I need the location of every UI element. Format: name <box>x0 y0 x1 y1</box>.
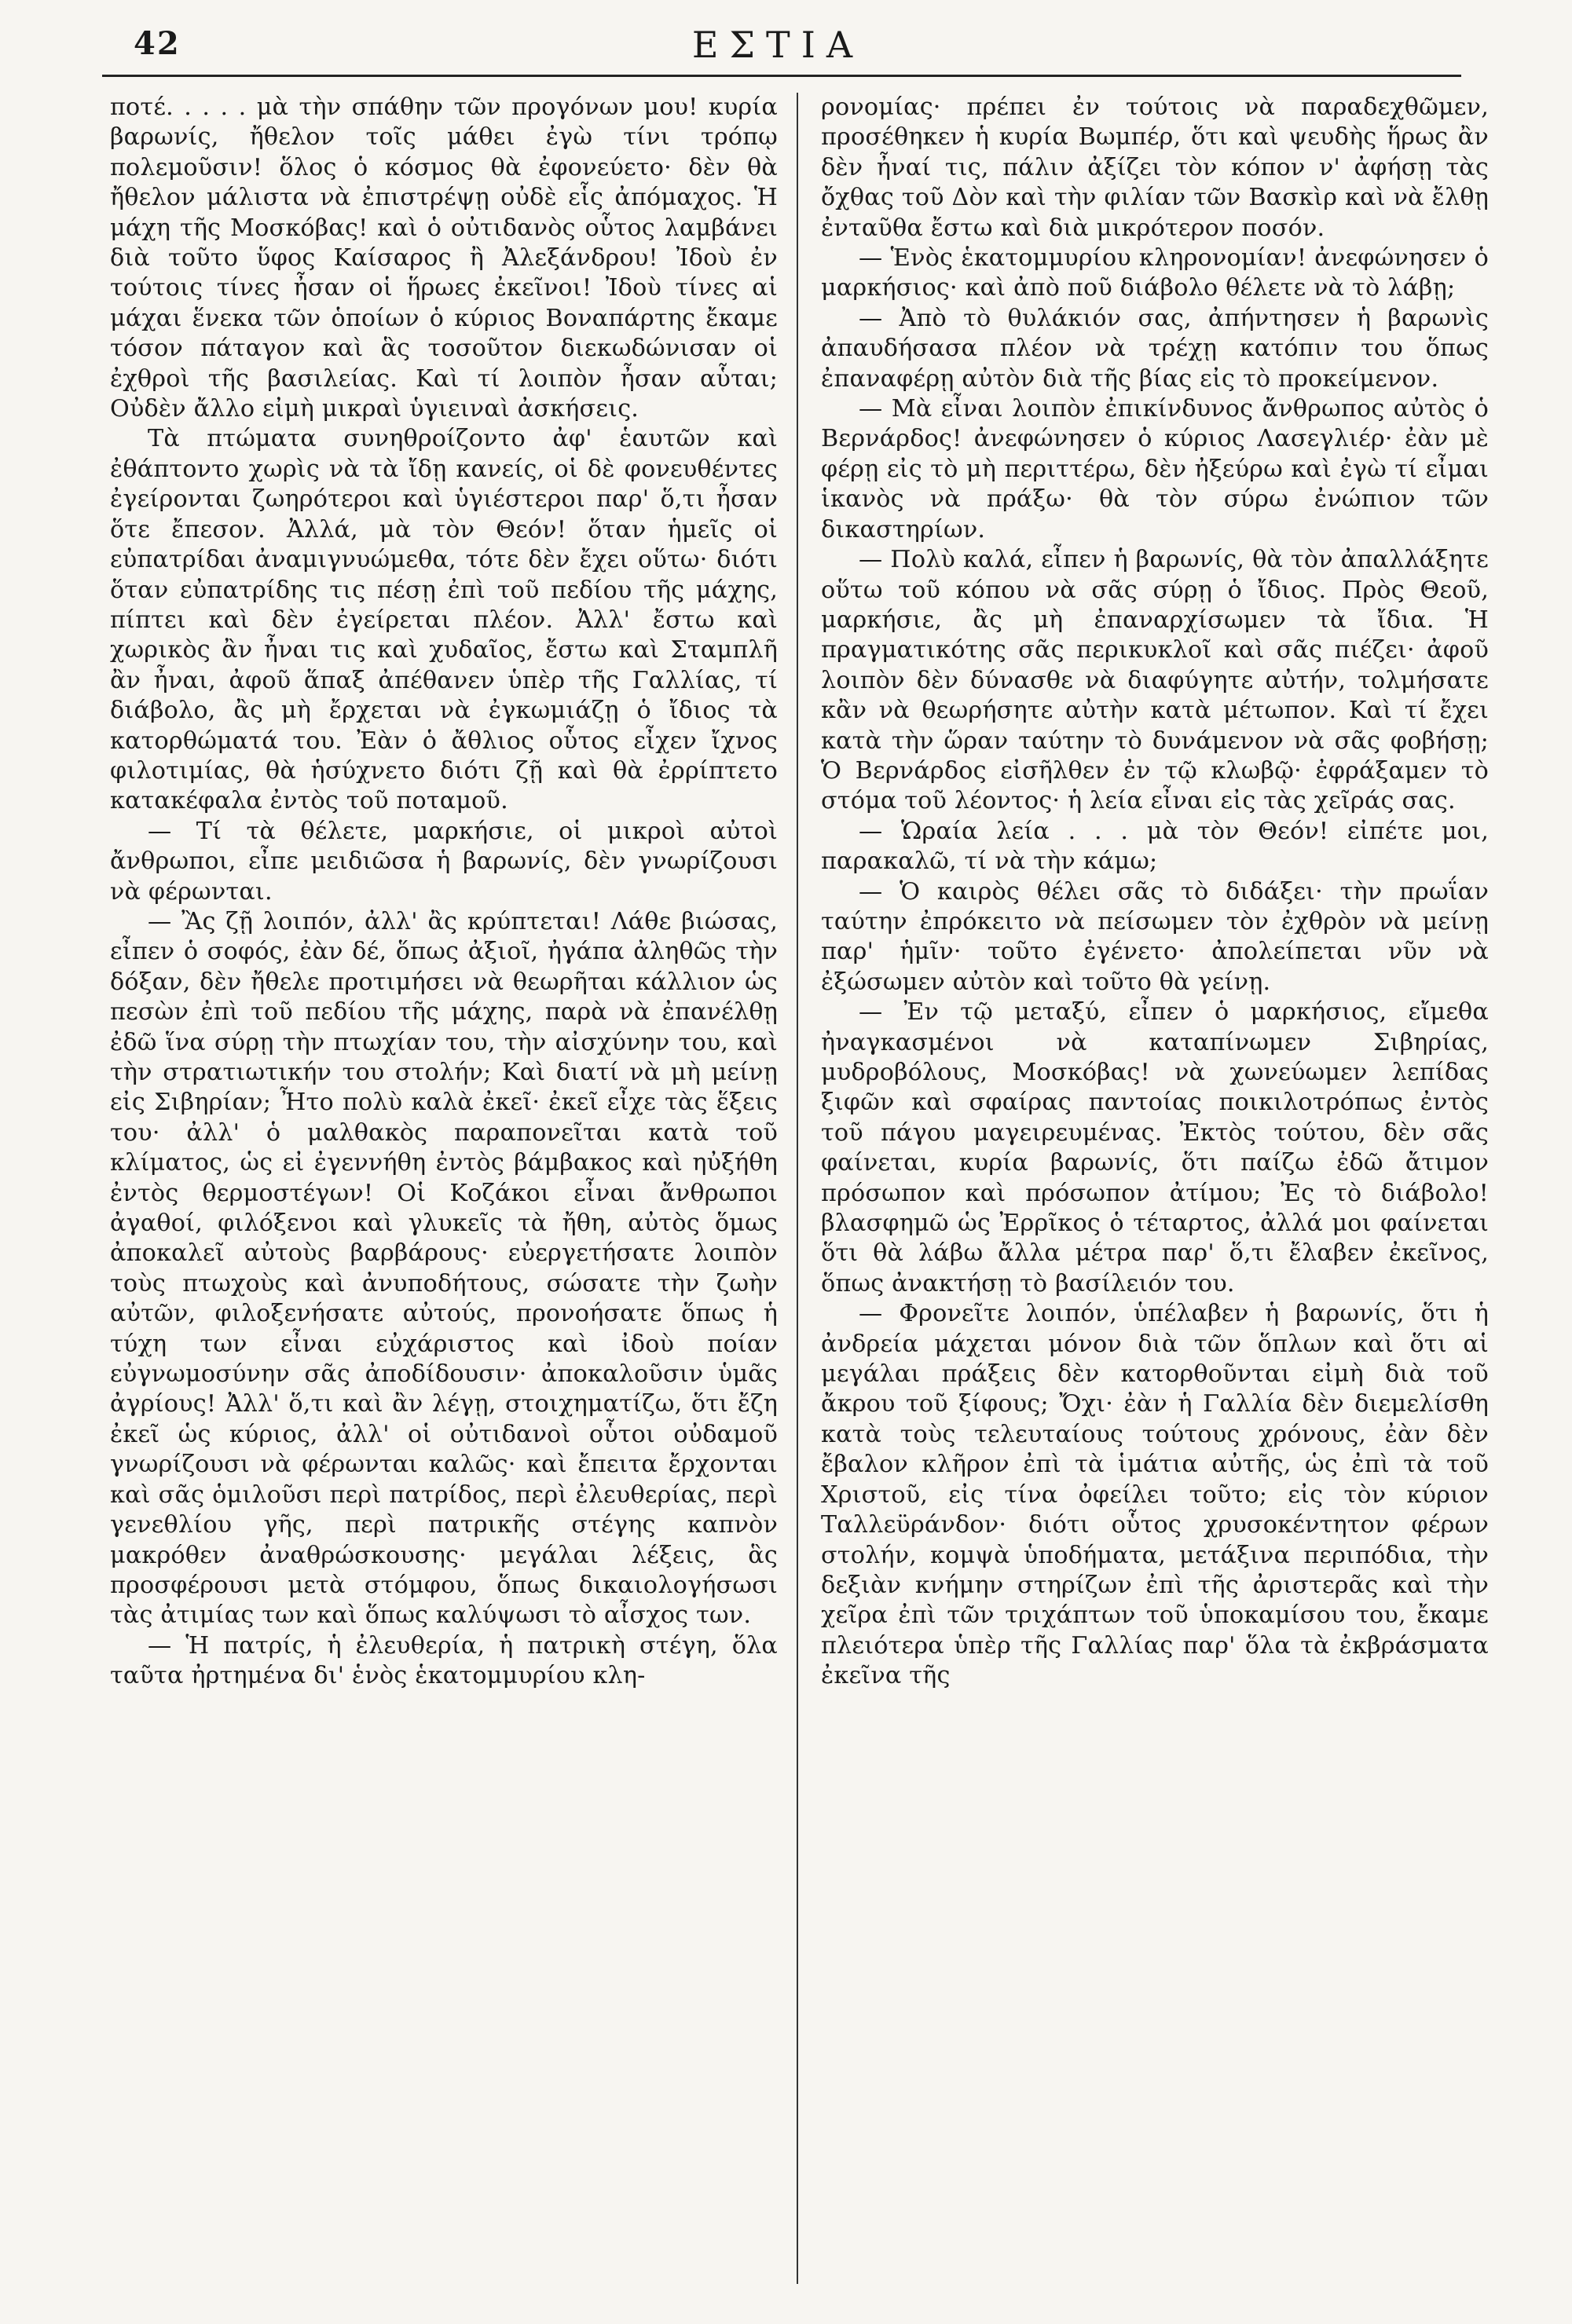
right-column <box>821 93 1489 2292</box>
header-rule <box>102 75 1461 77</box>
paragraph: — Ἂς ζῇ λοιπόν, ἀλλ' ἂς κρύπτεται! Λάθε βιώσας, εἶπεν ὁ σοφός, ἐὰν δέ, ὅπως ἀξιοῖ, ἠγάπα ἀληθῶς τὴν δόξαν, δὲν ἤθελε προτιμήσει νὰ θεωρῆται κάλλιον ὡς πεσὼν ἐπὶ τοῦ πεδίου τῆς μάχης, παρὰ νὰ ἐπανέλθῃ ἐδῶ ἵνα σύρῃ τὴν πτωχίαν του, τὴν αἰσχύνην του, καὶ τὴν στρατιωτικήν του στολήν; Καὶ διατί νὰ μὴ μείνῃ εἰς Σιβηρίαν; Ἦτο πολὺ καλὰ ἐκεῖ· ἐκεῖ εἶχε τὰς ἕξεις του· ἀλλ' ὁ μαλθακὸς παραπονεῖται κατὰ τοῦ κλίματος, ὡς εἰ ἐγεννήθη ἐντὸς βάμβακος καὶ ηὐξήθη ἐντὸς θερμοστέγων! Οἱ Κοζάκοι εἶναι ἄνθρωποι ἀγαθοί, φιλόξενοι καὶ γλυκεῖς τὰ ἤθη, αὐτὸς ὅμως ἀποκαλεῖ αὐτοὺς βαρβάρους· εὐεργετήσατε λοιπὸν τοὺς πτωχοὺς καὶ ἀνυποδήτους, σώσατε τὴν ζωὴν αὐτῶν, φιλοξενήσατε αὐτούς, προνοήσατε ὅπως ἡ τύχη των εἶναι εὐχάριστος καὶ ἰδοὺ ποίαν εὐγνωμοσύνην σᾶς ἀποδίδουσιν· ἀποκαλοῦσιν ὑμᾶς ἀγρίους! Ἀλλ' ὅ,τι καὶ ἂν λέγῃ, στοιχηματίζω, ὅτι ἔζη ἐκεῖ ὡς κύριος, ἀλλ' οἱ οὐτιδανοὶ οὗτοι οὐδαμοῦ γνωρίζουσι νὰ φέρωνται καλῶς· καὶ ἔπειτα ἔρχονται καὶ σᾶς ὁμιλοῦσι περὶ πατρίδος, περὶ ἐλευθερίας, περὶ γενεθλίου γῆς, περὶ πατρικῆς στέγης καπνὸν μακρόθεν ἀναθρώσκουσης· μεγάλαι λέξεις, ἃς προσφέρουσι μετὰ στόμφου, ὅπως δικαιολογήσωσι τὰς ἀτιμίας των καὶ ὅπως καλύψωσι τὸ αἶσχος των. <box>110 907 778 1630</box>
paragraph: — Ἡ πατρίς, ἡ ἐλευθερία, ἡ πατρικὴ στέγη, ὅλα ταῦτα ἠρτημένα δι' ἑνὸς ἑκατομμυρίου κλη- <box>110 1631 778 1690</box>
paragraph: — Ἐν τῷ μεταξύ, εἶπεν ὁ μαρκήσιος, εἴμεθα ἠναγκασμένοι νὰ καταπίνωμεν Σιβηρίας, μυδροβόλους, Μοσκόβας! νὰ χωνεύωμεν λεπίδας ξιφῶν καὶ σφαίρας παντοίας ποικιλοτρόπως ἐντὸς τοῦ πάγου μαγειρευμένας. Ἐκτὸς τούτου, δὲν σᾶς φαίνεται, κυρία βαρωνίς, ὅτι παίζω ἐδῶ ἄτιμον πρόσωπον καὶ πρόσωπον ἀτίμου; Ἐς τὸ διάβολο! βλασφημῶ ὡς Ἐρρῖκος ὁ τέταρτος, ἀλλά μοι φαίνεται ὅτι θὰ λάβω ἄλλα μέτρα παρ' ὅ,τι ἔλαβεν ἐκεῖνος, ὅπως ἀνακτήσῃ τὸ βασίλειόν του. <box>821 998 1489 1297</box>
paragraph: — Πολὺ καλά, εἶπεν ἡ βαρωνίς, θὰ τὸν ἀπαλλάξητε οὕτω τοῦ κόπου νὰ σᾶς σύρῃ ὁ ἴδιος. Πρὸς Θεοῦ, μαρκήσιε, ἂς μὴ ἐπαναρχίσωμεν τὰ ἴδια. Ἡ πραγματικότης σᾶς περικυκλοῖ καὶ σᾶς πιέζει· ἀφοῦ λοιπὸν δὲν δύνασθε νὰ διαφύγητε αὐτήν, τολμήσατε κἂν νὰ θεωρήσητε αὐτὴν κατὰ μέτωπον. Καὶ τί ἔχει κατὰ τὴν ὥραν ταύτην τὸ δυνάμενον νὰ σᾶς φοβήσῃ; Ὁ Βερνάρδος εἰσῆλθεν ἐν τῷ κλωβῷ· ἐφράξαμεν τὸ στόμα τοῦ λέοντος· ἡ λεία εἶναι εἰς τὰς χεῖράς σας. <box>821 546 1489 815</box>
paragraph: ποτέ. . . . . μὰ τὴν σπάθην τῶν προγόνων μου! κυρία βαρωνίς, ἤθελον τοῖς μάθει ἐγὼ τίνι τρόπῳ πολεμοῦσιν! ὅλος ὁ κόσμος θὰ ἐφονεύετο· δὲν θὰ ἤθελον μάλιστα νὰ ἐπιστρέψῃ οὐδὲ εἷς ἀπόμαχος. Ἡ μάχη τῆς Μοσκόβας! καὶ ὁ οὐτιδανὸς οὗτος λαμβάνει διὰ τοῦτο ὕφος Καίσαρος ἢ Ἀλεξάνδρου! Ἰδοὺ ἐν τούτοις τίνες ἦσαν οἱ ἥρωες ἐκεῖνοι! Ἰδοὺ τίνες αἱ μάχαι ἕνεκα τῶν ὁποίων ὁ κύριος Βοναπάρτης ἔκαμε τόσον πάταγον καὶ ἃς τοσοῦτον διεκωδώνισαν οἱ ἐχθροὶ τῆς βασιλείας. Καὶ τί λοιπὸν ἦσαν αὗται; Οὐδὲν ἄλλο εἰμὴ μικραὶ ὑγιειναὶ ἀσκήσεις. <box>110 93 778 423</box>
left-column <box>110 93 778 2292</box>
paragraph: — Ὁ καιρὸς θέλει σᾶς τὸ διδάξει· τὴν πρωΐαν ταύτην ἐπρόκειτο νὰ πείσωμεν τὸν ἐχθρὸν νὰ μείνῃ παρ' ἡμῖν· τοῦτο ἐγένετο· ἀπολείπεται νῦν νὰ ἐξώσωμεν αὐτὸν καὶ τοῦτο θὰ γείνῃ. <box>821 877 1489 996</box>
page-header <box>102 17 1453 80</box>
page-number: 42 <box>134 25 181 62</box>
running-title: ΕΣΤΙΑ <box>691 24 864 66</box>
paragraph: — Φρονεῖτε λοιπόν, ὑπέλαβεν ἡ βαρωνίς, ὅτι ἡ ἀνδρεία μάχεται μόνον διὰ τῶν ὅπλων καὶ ὅτι αἱ μεγάλαι πράξεις δὲν κατορθοῦνται εἰμὴ διὰ τοῦ ἄκρου τοῦ ξίφους; Ὄχι· ἐὰν ἡ Γαλλία δὲν διεμελίσθη κατὰ τοὺς τελευταίους τούτους χρόνους, ἐὰν δὲν ἔβαλον κλῆρον ἐπὶ τὰ ἱμάτια αὐτῆς, ὡς ἐπὶ τὰ τοῦ Χριστοῦ, εἰς τίνα ὀφείλει τοῦτο; εἰς τὸν κύριον Ταλλεϋράνδον· διότι οὗτος χρυσοκέντητον φέρων στολήν, κομψὰ ὑποδήματα, μετάξινα περιπόδια, τὴν δεξιὰν κνήμην στηρίζων ἐπὶ τῆς ἀριστερᾶς καὶ τὴν χεῖρα ἐπὶ τῶν τριχάπτων τοῦ ὑποκαμίσου του, ἔκαμε πλειότερα ὑπὲρ τῆς Γαλλίας παρ' ὅλα τὰ ἐκβράσματα ἐκεῖνα τῆς <box>821 1300 1489 1690</box>
paragraph: — Ἀπὸ τὸ θυλάκιόν σας, ἀπήντησεν ἡ βαρωνὶς ἀπαυδήσασα πλέον νὰ τρέχῃ κατόπιν του ὅπως ἐπαναφέρῃ αὐτὸν διὰ τῆς βίας εἰς τὸ προκείμενον. <box>821 304 1489 393</box>
column-rule <box>797 93 798 2284</box>
paragraph: — Τί τὰ θέλετε, μαρκήσιε, οἱ μικροὶ αὐτοὶ ἄνθρωποι, εἶπε μειδιῶσα ἡ βαρωνίς, δὲν γνωρίζουσι νὰ φέρωνται. <box>110 817 778 906</box>
paragraph: — Ἑνὸς ἑκατομμυρίου κληρονομίαν! ἀνεφώνησεν ὁ μαρκήσιος· καὶ ἀπὸ ποῦ διάβολο θέλετε νὰ τὸ λάβῃ; <box>821 244 1489 302</box>
paragraph: — Ὡραία λεία . . . μὰ τὸν Θεόν! εἰπέτε μοι, παρακαλῶ, τί νὰ τὴν κάμω; <box>821 817 1489 876</box>
paragraph: Τὰ πτώματα συνηθροίζοντο ἀφ' ἑαυτῶν καὶ ἐθάπτοντο χωρὶς νὰ τὰ ἴδῃ κανείς, οἱ δὲ φονευθέντες ἐγείρονται ζωηρότεροι καὶ ὑγιέστεροι παρ' ὅ,τι ἦσαν ὅτε ἔπεσον. Ἀλλά, μὰ τὸν Θεόν! ὅταν ἡμεῖς οἱ εὐπατρίδαι ἀναμιγνυώμεθα, τότε δὲν ἔχει οὕτω· διότι ὅταν εὐπατρίδης τις πέσῃ ἐπὶ τοῦ πεδίου τῆς μάχης, πίπτει καὶ δὲν ἐγείρεται πλέον. Ἀλλ' ἔστω καὶ χωρικὸς ἂν ἦναι τις καὶ χυδαῖος, ἔστω καὶ Σταμπλῆ ἂν ἦναι, ἀφοῦ ἅπαξ ἀπέθανεν ὑπὲρ τῆς Γαλλίας, τί διάβολο, ἂς μὴ ἔρχεται νὰ ἐγκωμιάζῃ ὁ ἴδιος τὰ κατορθώματά του. Ἐὰν ὁ ἄθλιος οὗτος εἶχεν ἴχνος φιλοτιμίας, θὰ ἡσύχνετο διότι ζῇ καὶ θὰ ἐρρίπτετο κατακέφαλα ἐντὸς τοῦ ποταμοῦ. <box>110 425 778 815</box>
paragraph: ρονομίας· πρέπει ἐν τούτοις νὰ παραδεχθῶμεν, προσέθηκεν ἡ κυρία Βωμπέρ, ὅτι καὶ ψευδὴς ἥρως ἂν δὲν ἦναί τις, πάλιν ἀξίζει τὸν κόπον ν' ἀφήσῃ τὰς ὄχθας τοῦ Δὸν καὶ τὴν φιλίαν τῶν Βασκὶρ καὶ νὰ ἔλθῃ ἐνταῦθα ἔστω καὶ διὰ μικρότερον ποσόν. <box>821 93 1489 242</box>
paragraph: — Μὰ εἶναι λοιπὸν ἐπικίνδυνος ἄνθρωπος αὐτὸς ὁ Βερνάρδος! ἀνεφώνησεν ὁ κύριος Λασεγλιέρ· ἐὰν μὲ φέρῃ εἰς τὸ μὴ περιττέρω, δὲν ἠξεύρω καὶ ἐγὼ τί εἶμαι ἱκανὸς νὰ πράξω· θὰ τὸν σύρω ἐνώπιον τῶν δικαστηρίων. <box>821 395 1489 543</box>
